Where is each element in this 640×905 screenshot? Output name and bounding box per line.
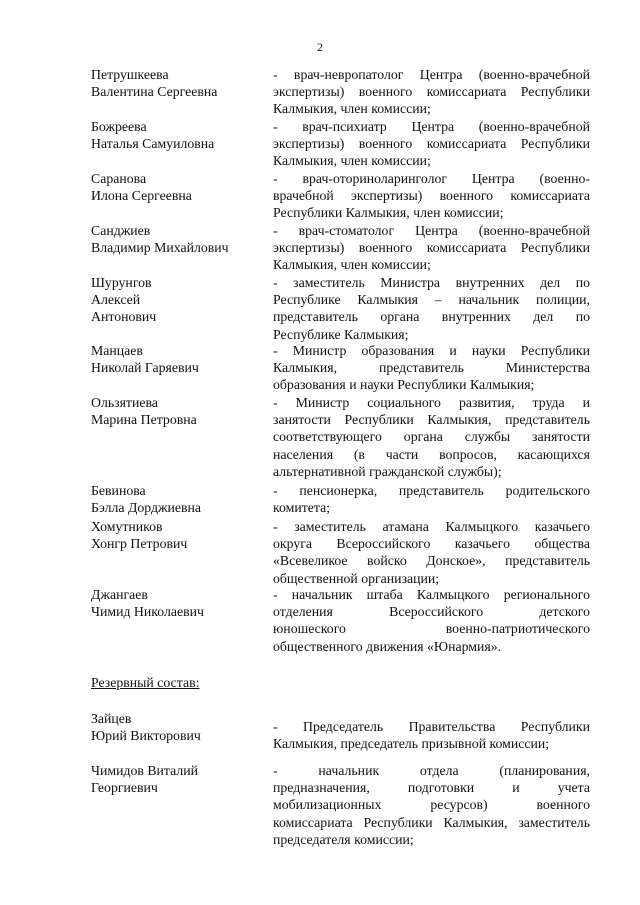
member-name-line: Чимидов Виталий <box>91 763 199 778</box>
member-name-line: Илона Сергеевна <box>91 188 192 204</box>
member-name-line: Петрушкеева <box>91 67 169 82</box>
member-position-line: Калмыкия, представитель Министерства <box>273 360 590 376</box>
member-position-line: образования и науки Республики Калмыкия; <box>273 377 535 393</box>
member-position-line: юношеского военно-патриотического <box>273 621 590 637</box>
member-position <box>273 518 590 587</box>
member-position-line: соответствующего органа службы занятости <box>273 429 590 445</box>
member-position-line: председателя комиссии; <box>273 831 414 847</box>
member-name-line: Шурунгов <box>91 275 152 290</box>
member-name-line: Хомутников <box>91 519 163 534</box>
member-position-line: - Министр социального развития, труда и <box>273 395 590 410</box>
member-name <box>91 222 261 256</box>
member-position <box>273 118 590 170</box>
member-position <box>273 762 590 848</box>
member-position-line: общественной организации; <box>273 570 440 586</box>
member-name <box>91 66 261 100</box>
member-position-line: округа Всероссийского казачьего общества <box>273 536 590 552</box>
member-position-line: - Председатель Правительства Республики <box>273 719 590 734</box>
member-name-line: Манцаев <box>91 343 143 358</box>
member-name-line: Божреева <box>91 119 147 134</box>
member-position-line: - заместитель Министра внутренних дел по <box>273 275 590 290</box>
member-position <box>273 66 590 118</box>
member-position-line: - врач-невропатолог Центра (военно-врачебной <box>273 67 590 82</box>
member-name-line: Саранова <box>91 171 147 186</box>
member-position-line: Калмыкия, председатель призывной комиссии; <box>273 736 550 752</box>
member-name-line: Хонгр Петрович <box>91 536 188 552</box>
member-name <box>91 170 261 204</box>
member-position <box>273 222 590 274</box>
member-name <box>91 394 261 428</box>
member-position-line: - врач-стоматолог Центра (военно-врачебной <box>273 223 590 238</box>
member-position-line: - Министр образования и науки Республики <box>273 343 590 358</box>
member-position-line: комиссариата Республики Калмыкия, заместитель <box>273 814 590 830</box>
member-name <box>91 482 261 516</box>
member-name <box>91 274 261 326</box>
member-position <box>273 482 590 516</box>
member-position-line: населения (в части вопросов, касающихся <box>273 446 590 462</box>
member-name-line: Марина Петровна <box>91 412 197 428</box>
member-name-line: Бэлла Дорджиевна <box>91 500 202 516</box>
member-position-line: Калмыкия, член комиссии; <box>273 153 431 169</box>
member-name-line: Алексей <box>91 292 141 308</box>
member-position-line: комитета; <box>273 500 331 516</box>
member-position-line: врачебной экспертизы) военного комиссариата <box>273 188 590 204</box>
member-position <box>273 718 590 752</box>
member-position-line: - заместитель атамана Калмыцкого казачьего <box>273 519 590 534</box>
page-number: 2 <box>317 40 323 54</box>
member-position-line: - пенсионерка, представитель родительского <box>273 483 590 498</box>
member-position-line: - врач-психиатр Центра (военно-врачебной <box>273 119 590 134</box>
member-name <box>91 518 261 552</box>
member-name-line: Юрий Викторович <box>91 728 201 744</box>
member-position-line: экспертизы) военного комиссариата Республики <box>273 240 590 256</box>
member-name-line: Антонович <box>91 309 157 325</box>
member-name-line: Николай Гаряевич <box>91 360 199 376</box>
member-position-line: Республике Калмыкия; <box>273 326 409 342</box>
member-position-line: альтернативной гражданской службы); <box>273 463 502 479</box>
member-position <box>273 342 590 394</box>
member-position-line: Калмыкия, член комиссии; <box>273 257 431 273</box>
member-position <box>273 586 590 655</box>
member-position-line: мобилизационных ресурсов) военного <box>273 797 590 813</box>
member-name-line: Владимир Михайлович <box>91 240 229 256</box>
member-position-line: Республике Калмыкия – начальник полиции, <box>273 292 590 308</box>
member-name-line: Джангаев <box>91 587 148 602</box>
member-position <box>273 274 590 343</box>
member-name-line: Чимид Николаевич <box>91 604 204 620</box>
member-name-line: Бевинова <box>91 483 146 498</box>
member-name <box>91 762 261 796</box>
member-position <box>273 170 590 222</box>
member-position-line: предназначения, подготовки и учета <box>273 780 590 796</box>
member-position-line: «Всевеликое войско Донское», представитель <box>273 553 590 569</box>
member-position-line: общественного движения «Юнармия». <box>273 638 502 654</box>
member-position-line: Калмыкия, член комиссии; <box>273 101 431 117</box>
member-position-line: отделения Всероссийского детского <box>273 604 590 620</box>
member-name-line: Наталья Самуиловна <box>91 136 215 152</box>
member-name-line: Валентина Сергеевна <box>91 84 218 100</box>
member-position-line: - начальник штаба Калмыцкого регионального <box>273 587 590 602</box>
member-name <box>91 586 261 620</box>
member-position-line: экспертизы) военного комиссариата Республики <box>273 84 590 100</box>
member-name-line: Ользятиева <box>91 395 158 410</box>
member-name <box>91 710 261 744</box>
member-position-line: - врач-оториноларинголог Центра (военно- <box>273 171 590 186</box>
member-name-line: Зайцев <box>91 711 132 726</box>
member-position-line: экспертизы) военного комиссариата Республики <box>273 136 590 152</box>
member-position-line: - начальник отдела (планирования, <box>273 763 590 778</box>
member-position <box>273 394 590 480</box>
member-name-line: Георгиевич <box>91 780 158 796</box>
member-name-line: Санджиев <box>91 223 151 238</box>
reserve-heading: Резервный состав: <box>91 675 200 690</box>
member-position-line: представитель органа внутренних дел по <box>273 309 590 325</box>
member-position-line: Республики Калмыкия, член комиссии; <box>273 205 504 221</box>
member-name <box>91 342 261 376</box>
member-position-line: занятости Республики Калмыкия, представитель <box>273 412 590 428</box>
member-name <box>91 118 261 152</box>
